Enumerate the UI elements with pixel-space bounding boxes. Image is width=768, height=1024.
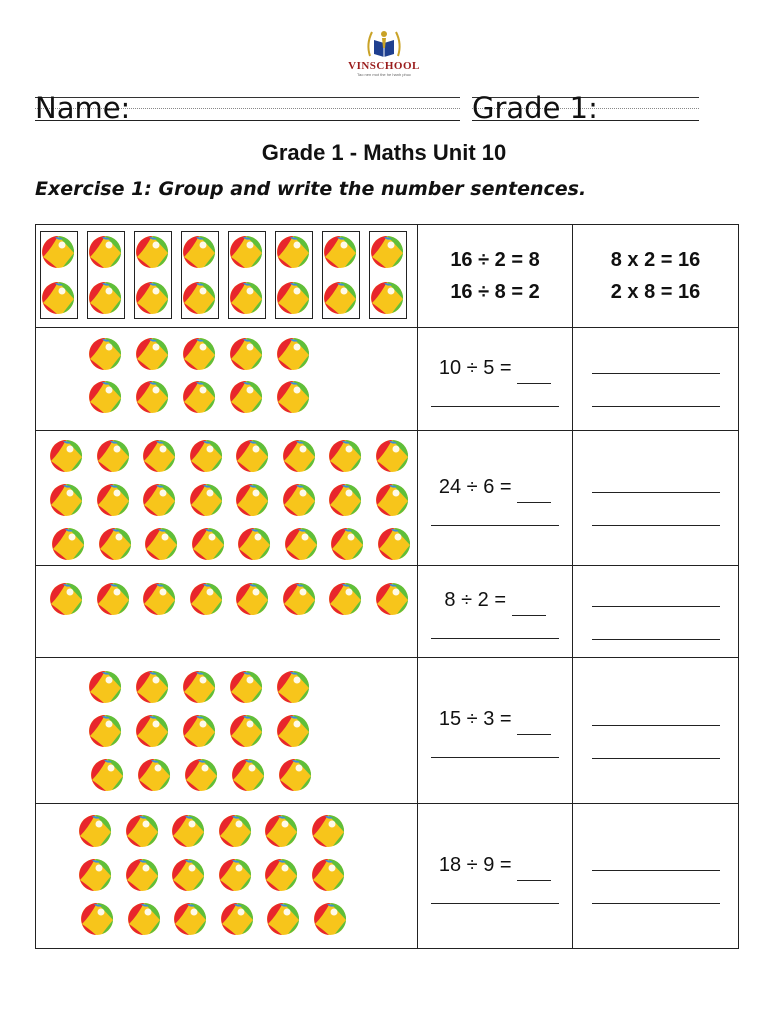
equation-cell-3	[418, 431, 573, 566]
answer-cell-5	[573, 658, 739, 804]
beach-ball-icon	[189, 582, 223, 616]
answer-blank[interactable]	[592, 703, 720, 726]
beach-ball-icon	[51, 527, 85, 561]
division-prompt: 8 ÷ 2 =	[444, 589, 506, 611]
answer-blank[interactable]	[431, 881, 559, 904]
beach-ball-icon	[125, 814, 159, 848]
beach-ball-icon	[229, 235, 263, 269]
beach-ball-icon	[49, 582, 83, 616]
beach-ball-icon	[96, 439, 130, 473]
answer-cell-2	[573, 328, 739, 431]
beach-ball-icon	[276, 714, 310, 748]
beach-ball-icon	[282, 582, 316, 616]
beach-ball-icon	[311, 814, 345, 848]
grade-field[interactable]	[472, 91, 699, 125]
beach-ball-icon	[282, 483, 316, 517]
beach-ball-icon	[49, 439, 83, 473]
equation-cell-2	[418, 328, 573, 431]
beach-ball-icon	[231, 758, 265, 792]
beach-ball-icon	[135, 281, 169, 315]
beach-ball-icon	[189, 439, 223, 473]
beach-ball-icon	[171, 814, 205, 848]
beach-ball-icon	[135, 337, 169, 371]
logo-tagline: Tao nen mot the he hanh phuc	[356, 72, 412, 77]
answer-blank[interactable]	[517, 714, 551, 735]
beach-ball-icon	[229, 714, 263, 748]
multiplication-sentence: 2 x 8 = 16	[610, 281, 701, 303]
answer-blank[interactable]	[431, 735, 559, 758]
name-field[interactable]	[35, 91, 460, 125]
beach-ball-icon	[135, 380, 169, 414]
beach-ball-icon	[276, 670, 310, 704]
beach-ball-icon	[88, 714, 122, 748]
beach-ball-icon	[276, 337, 310, 371]
beach-ball-icon	[276, 380, 310, 414]
answer-cell-6	[573, 804, 739, 949]
answer-blank[interactable]	[592, 584, 720, 607]
answer-blank[interactable]	[592, 848, 720, 871]
answer-blank[interactable]	[592, 736, 720, 759]
beach-ball-icon	[191, 527, 225, 561]
beach-ball-icon	[88, 281, 122, 315]
beach-ball-icon	[375, 483, 409, 517]
beach-ball-icon	[182, 281, 216, 315]
name-label: Name:	[35, 91, 131, 125]
school-logo	[336, 26, 432, 84]
beach-ball-icon	[88, 235, 122, 269]
ball-cell-1	[36, 225, 418, 328]
beach-ball-icon	[142, 439, 176, 473]
beach-ball-icon	[330, 527, 364, 561]
division-prompt: 24 ÷ 6 =	[438, 475, 512, 498]
multiplication-sentence: 8 x 2 = 16	[610, 249, 701, 271]
beach-ball-icon	[323, 235, 357, 269]
beach-ball-icon	[323, 281, 357, 315]
beach-ball-icon	[284, 527, 318, 561]
answer-blank[interactable]	[431, 384, 559, 407]
answer-blank[interactable]	[512, 595, 546, 616]
answer-cell-1	[573, 225, 739, 328]
beach-ball-icon	[229, 337, 263, 371]
beach-ball-icon	[328, 439, 362, 473]
table-row	[36, 804, 739, 949]
division-prompt: 15 ÷ 3 =	[438, 708, 512, 730]
beach-ball-icon	[41, 235, 75, 269]
beach-ball-icon	[229, 670, 263, 704]
beach-ball-icon	[88, 337, 122, 371]
division-sentence: 16 ÷ 8 = 2	[450, 281, 540, 303]
beach-ball-icon	[189, 483, 223, 517]
beach-ball-icon	[41, 281, 75, 315]
beach-ball-icon	[266, 902, 300, 936]
beach-ball-icon	[171, 858, 205, 892]
ball-cell-4	[36, 566, 418, 658]
beach-ball-icon	[137, 758, 171, 792]
table-row	[36, 566, 739, 658]
beach-ball-icon	[78, 858, 112, 892]
equation-cell-5	[418, 658, 573, 804]
answer-blank[interactable]	[517, 482, 551, 503]
beach-ball-icon	[182, 670, 216, 704]
beach-ball-icon	[96, 582, 130, 616]
ball-cell-3	[36, 431, 418, 566]
beach-ball-icon	[90, 758, 124, 792]
beach-ball-icon	[328, 483, 362, 517]
beach-ball-icon	[173, 902, 207, 936]
beach-ball-icon	[276, 281, 310, 315]
beach-ball-icon	[218, 858, 252, 892]
answer-blank[interactable]	[431, 503, 559, 526]
answer-blank[interactable]	[517, 860, 551, 881]
beach-ball-icon	[144, 527, 178, 561]
answer-blank[interactable]	[431, 616, 559, 639]
answer-blank[interactable]	[592, 384, 720, 407]
beach-ball-icon	[220, 902, 254, 936]
beach-ball-icon	[235, 439, 269, 473]
exercise-table	[35, 224, 739, 949]
beach-ball-icon	[182, 337, 216, 371]
equation-cell-1	[418, 225, 573, 328]
beach-ball-icon	[135, 714, 169, 748]
logo-name: VINSCHOOL	[348, 60, 420, 72]
beach-ball-icon	[282, 439, 316, 473]
beach-ball-icon	[88, 670, 122, 704]
book-crest-icon	[364, 26, 404, 60]
beach-ball-icon	[127, 902, 161, 936]
equation-cell-4	[418, 566, 573, 658]
table-row	[36, 225, 739, 328]
ball-cell-6	[36, 804, 418, 949]
ball-cell-5	[36, 658, 418, 804]
beach-ball-icon	[184, 758, 218, 792]
beach-ball-icon	[375, 439, 409, 473]
exercise-instruction: Exercise 1: Group and write the number sentences.	[35, 178, 587, 200]
answer-blank[interactable]	[592, 470, 720, 493]
beach-ball-icon	[276, 235, 310, 269]
beach-ball-icon	[311, 858, 345, 892]
equation-cell-6	[418, 804, 573, 949]
beach-ball-icon	[229, 281, 263, 315]
beach-ball-icon	[278, 758, 312, 792]
beach-ball-icon	[237, 527, 271, 561]
answer-blank[interactable]	[592, 617, 720, 640]
beach-ball-icon	[375, 582, 409, 616]
beach-ball-icon	[78, 814, 112, 848]
grade-label: Grade 1:	[472, 91, 598, 125]
beach-ball-icon	[229, 380, 263, 414]
beach-ball-icon	[328, 582, 362, 616]
table-row	[36, 658, 739, 804]
answer-cell-3	[573, 431, 739, 566]
beach-ball-icon	[264, 858, 298, 892]
beach-ball-icon	[377, 527, 411, 561]
beach-ball-icon	[96, 483, 130, 517]
answer-blank[interactable]	[592, 881, 720, 904]
beach-ball-icon	[135, 670, 169, 704]
answer-blank[interactable]	[592, 503, 720, 526]
answer-blank[interactable]	[517, 363, 551, 384]
table-row	[36, 328, 739, 431]
beach-ball-icon	[49, 483, 83, 517]
beach-ball-icon	[182, 235, 216, 269]
beach-ball-icon	[80, 902, 114, 936]
beach-ball-icon	[370, 281, 404, 315]
beach-ball-icon	[313, 902, 347, 936]
division-prompt: 10 ÷ 5 =	[438, 356, 512, 379]
beach-ball-icon	[125, 858, 159, 892]
beach-ball-icon	[264, 814, 298, 848]
beach-ball-icon	[98, 527, 132, 561]
table-row	[36, 431, 739, 566]
beach-ball-icon	[88, 380, 122, 414]
beach-ball-icon	[135, 235, 169, 269]
beach-ball-icon	[182, 714, 216, 748]
division-sentence: 16 ÷ 2 = 8	[450, 249, 540, 271]
ball-cell-2	[36, 328, 418, 431]
beach-ball-icon	[235, 483, 269, 517]
beach-ball-icon	[142, 582, 176, 616]
beach-ball-icon	[370, 235, 404, 269]
answer-blank[interactable]	[592, 351, 720, 374]
division-prompt: 18 ÷ 9 =	[438, 853, 512, 876]
beach-ball-icon	[142, 483, 176, 517]
answer-cell-4	[573, 566, 739, 658]
beach-ball-icon	[218, 814, 252, 848]
beach-ball-icon	[182, 380, 216, 414]
beach-ball-icon	[235, 582, 269, 616]
page-title: Grade 1 - Maths Unit 10	[261, 140, 507, 165]
